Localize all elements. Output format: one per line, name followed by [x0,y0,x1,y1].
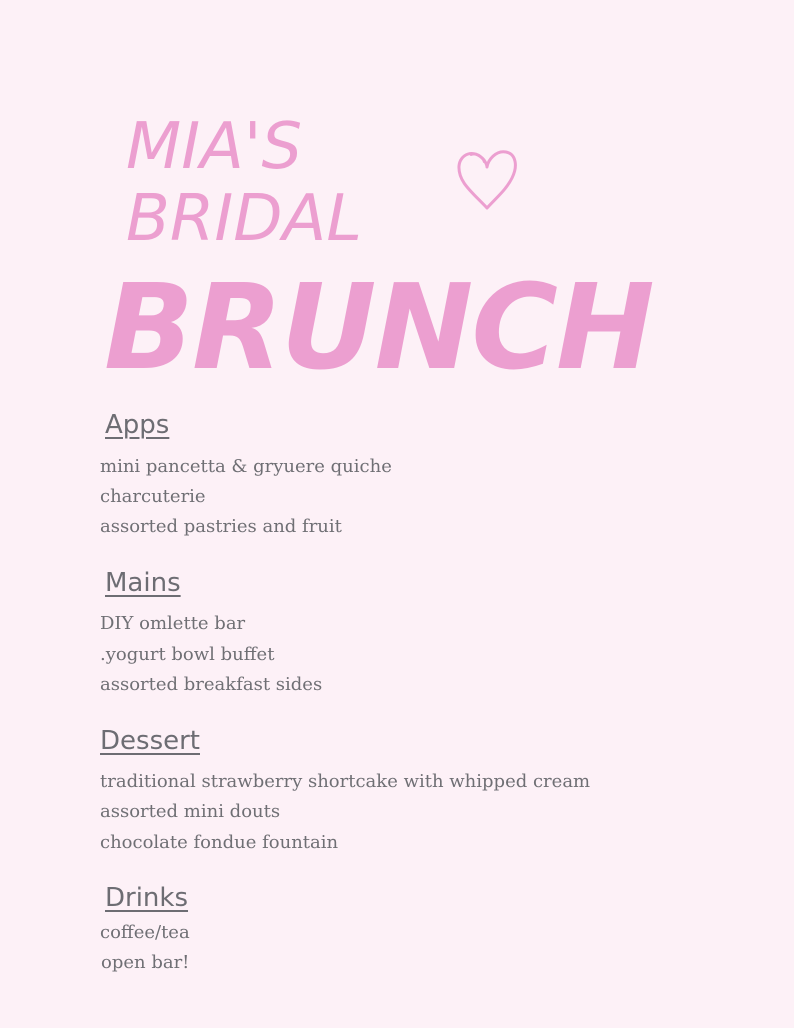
menu-item: open bar! [101,952,190,973]
title-line-mias: MIA'S [126,110,303,184]
section-heading-dessert: Dessert [100,726,200,756]
menu-item: coffee/tea [100,922,190,943]
section-heading-drinks: Drinks [105,883,189,913]
menu-item: assorted breakfast sides [100,674,323,695]
section-heading-apps: Apps [105,410,170,440]
menu-item: charcuterie [100,486,206,507]
menu-item: chocolate fondue fountain [100,832,339,853]
heart-outline-icon [454,146,520,214]
menu-item: traditional strawberry shortcake with whipped cream [100,771,591,792]
menu-item: assorted pastries and fruit [100,516,342,537]
section-heading-mains: Mains [105,568,181,598]
menu-item: .yogurt bowl buffet [100,644,275,665]
title-line-brunch: BRUNCH [104,258,653,396]
menu-item: DIY omlette bar [100,613,246,634]
title-line-bridal: BRIDAL [126,182,362,256]
menu-item: assorted mini douts [100,801,281,822]
menu-item: mini pancetta & gryuere quiche [100,456,392,477]
